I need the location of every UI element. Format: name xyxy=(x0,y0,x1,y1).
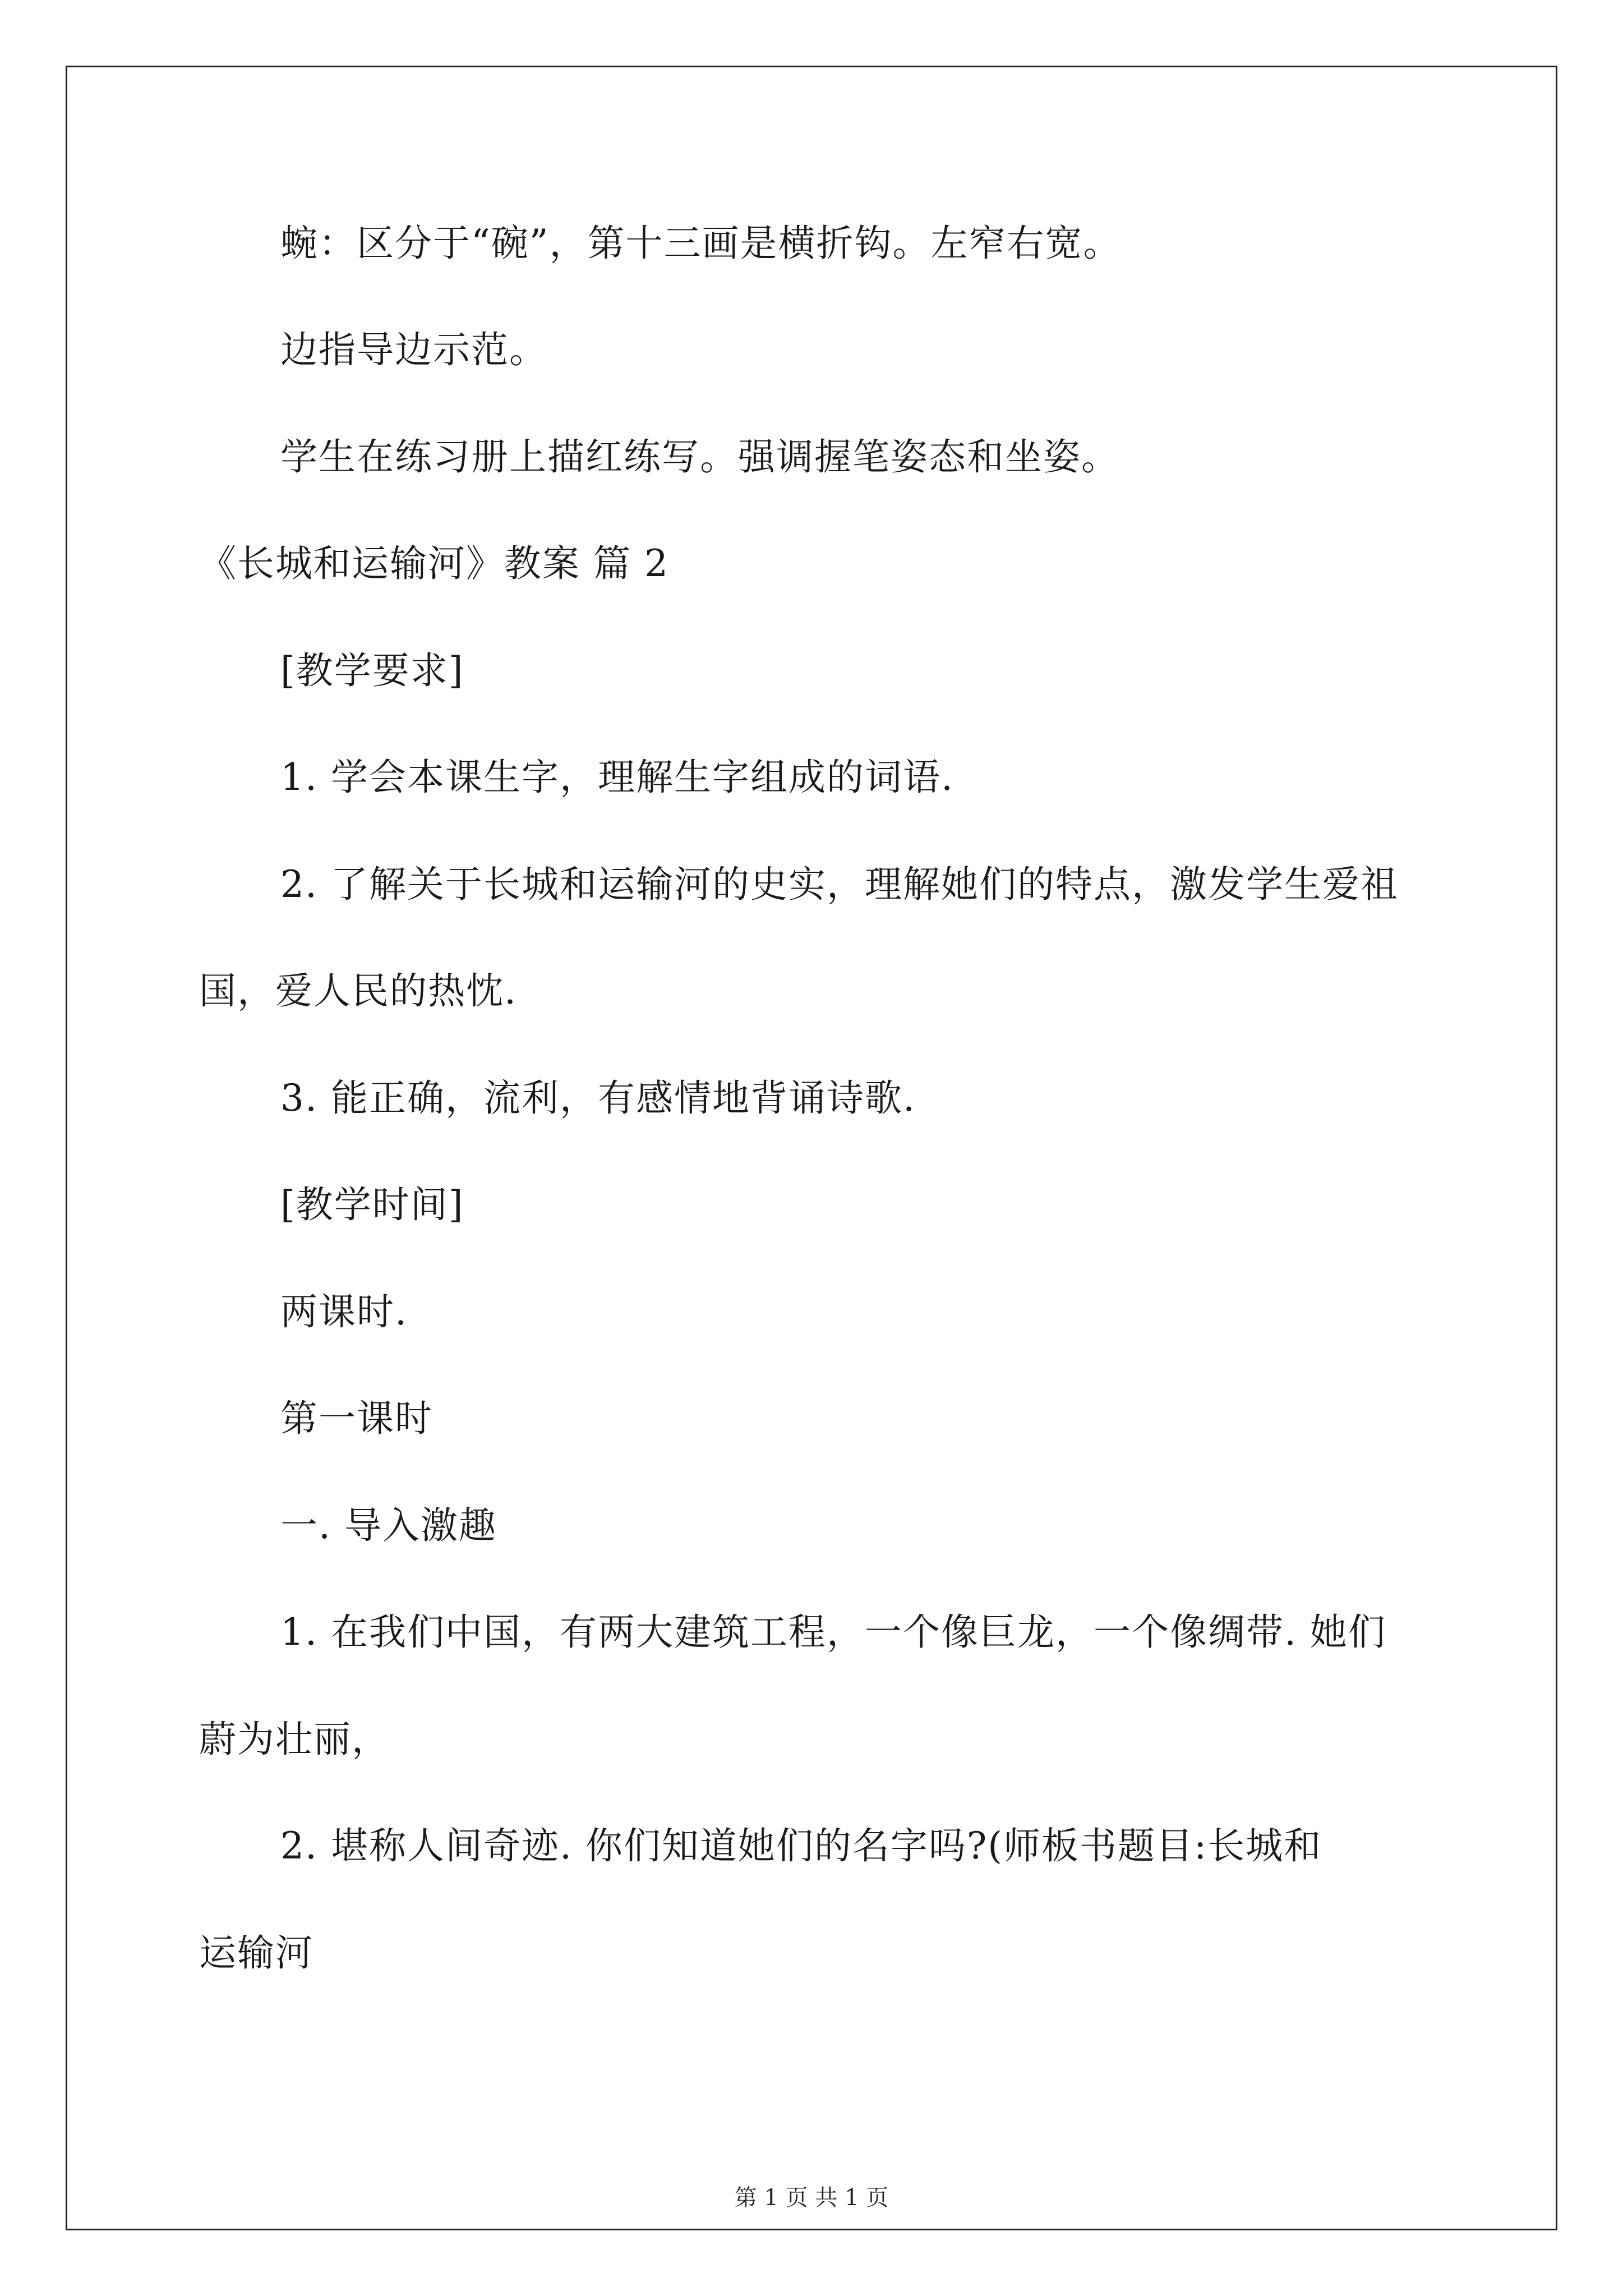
paragraph-line: 2. 堪称人间奇迹. 你们知道她们的名字吗?(师板书题目:长城和 xyxy=(280,1824,1322,1867)
paragraph-line: 蔚为壮丽， xyxy=(199,1718,390,1761)
paragraph-line: [教学时间] xyxy=(280,1183,464,1226)
paragraph-line: [教学要求] xyxy=(280,649,464,692)
paragraph-line: 国，爱人民的热忱. xyxy=(199,969,517,1013)
paragraph-line: 蜿：区分于“碗”，第十三画是横折钩。左窄右宽。 xyxy=(280,222,1122,265)
page-border xyxy=(66,66,1557,2230)
section-heading: 《长城和运输河》教案 篇 2 xyxy=(199,542,669,585)
paragraph-line: 学生在练习册上描红练写。强调握笔姿态和坐姿。 xyxy=(280,435,1119,478)
paragraph-line: 第一课时 xyxy=(280,1397,433,1440)
paragraph-line: 运输河 xyxy=(199,1931,313,1975)
page-footer: 第 1 页 共 1 页 xyxy=(734,2185,889,2211)
paragraph-line: 1. 学会本课生字，理解生字组成的词语. xyxy=(280,756,954,799)
paragraph-line: 边指导边示范。 xyxy=(280,328,547,371)
paragraph-line: 3. 能正确，流利，有感情地背诵诗歌. xyxy=(280,1076,916,1120)
paragraph-line: 2. 了解关于长城和运输河的史实，理解她们的特点，激发学生爱祖 xyxy=(280,863,1399,906)
paragraph-line: 一. 导入激趣 xyxy=(280,1504,497,1547)
paragraph-line: 两课时. xyxy=(280,1290,408,1333)
paragraph-line: 1. 在我们中国，有两大建筑工程，一个像巨龙，一个像绸带. 她们 xyxy=(280,1611,1386,1654)
